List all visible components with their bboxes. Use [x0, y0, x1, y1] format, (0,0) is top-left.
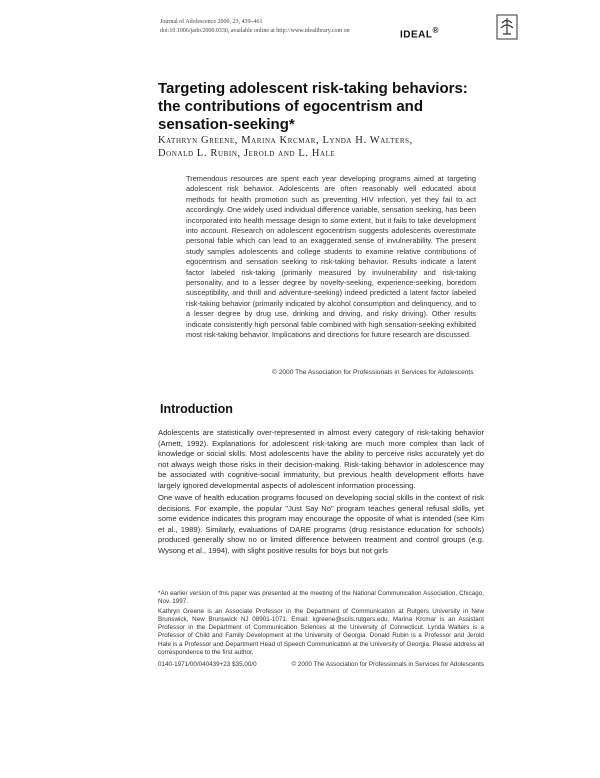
body-text — [158, 428, 484, 558]
journal-citation: Journal of Adolescence 2000, 23, 439–461 — [160, 19, 263, 25]
footer-copyright: © 2000 The Association for Professionals in Services for Adolescents — [291, 661, 484, 668]
page-footer — [158, 661, 484, 668]
footnote: Kathryn Greene is an Associate Professor in the Department of Communication at Rutgers University in New Brunswick, New Brunswick NJ 08901-1071. Email: kgreene@scils.rutgers.edu. Marina Krcmar is an Assistant Professor in the Department of Communication Sciences at the University of Connecticut. Lynda Walters is a Professor of Child and Family Development at the University of Georgia. Donald Rubin is a Professor and Jerold Hale is a Professor and Department Head of Speech Communication at the University of Georgia. Please address all correspondence to the first author. — [158, 607, 484, 657]
paragraph: One wave of health education programs focused on developing social skills in the context of risk decisions. For example, the popular "Just Say No" program teaches general refusal skills, yet some evidence indicates this program may encourage the opposite of what is intended (see Kim et al., 1989). Similarly, evaluations of DARE programs (drug resistance education for schools) produced generally show no or limited difference between treatment and control groups (e.g. Wysong et al., 1994), with slight positive results for boys but not girls — [158, 493, 484, 555]
authors-line-1: Kathryn Greene, Marina Krcmar, Lynda H. Walters, — [158, 135, 413, 146]
paragraph: Adolescents are statistically over-represented in almost every category of risk-taking behavior (Arnett, 1992). Explanations for adolescent risk-taking are much more complex than lack of knowledge or social skills. Most adolescents have the ability to perceive risks accurately yet do not always weigh those risks in their decision-making. Risk-taking behavior in adolescence may be associated with cognitive-social immaturity, but previous health development efforts have largely ignored developmental aspects of adolescent information processing. — [158, 428, 484, 490]
section-heading-introduction: Introduction — [160, 402, 233, 416]
abstract: Tremendous resources are spent each year developing programs aimed at targeting adolescent risk behavior. Adolescents are often reasonably well educated about methods for health promotion such as preventing HIV infection, yet they fail to act accordingly. One widely used individual difference variable, sensation seeking, has been incorporated into health message design to some extent, but it fails to take development into account. Research on adolescent egocentrism suggests adolescents overestimate personal fable which can lead to an exaggerated sense of invulnerability. The present study samples adolescents and college students to examine relative contributions of egocentrism and sensation seeking to risk-taking behavior. Results indicate a latent factor labeled risk-taking (primarily measured by invulnerability and risk-taking personality, and to a lesser degree by novelty-seeking, experience-seeking, boredom susceptibility, and thrill and adventure-seeking) indeed predicted a latent factor labeled risk-taking behavior (primarily indicated by alcohol consumption and delinquency, and to a lesser degree by drug use, drinking and driving, and risky driving). Other results indicate consistently high personal fable combined with high sensation-seeking exhibited most risk-taking behavior. Implications and directions for future research are discussed. — [186, 174, 476, 340]
ideal-logo-star: ® — [432, 26, 439, 35]
doi-line: doi:10.1006/jado.2000.0330, available online at http://www.idealibrary.com on — [160, 27, 350, 34]
footnote: *An earlier version of this paper was presented at the meeting of the National Communication Association, Chicago, Nov. 1997. — [158, 590, 484, 606]
author-list — [158, 134, 498, 160]
ideal-logo-suffix: AL — [418, 29, 433, 41]
ideal-logo-text: IDE — [400, 29, 419, 41]
authors-line-2: Donald L. Rubin, Jerold and L. Hale — [158, 148, 336, 159]
footnotes — [158, 590, 484, 658]
issn-code: 0140-1971/00/040439+23 $35.00/0 — [158, 661, 257, 668]
article-title: Targeting adolescent risk-taking behaviors: the contributions of egocentrism and sensation-seeking* — [158, 80, 468, 133]
ideal-logo — [400, 26, 439, 40]
abstract-copyright: © 2000 The Association for Professionals in Services for Adolescents — [272, 369, 474, 376]
publisher-logo-icon — [496, 14, 518, 40]
